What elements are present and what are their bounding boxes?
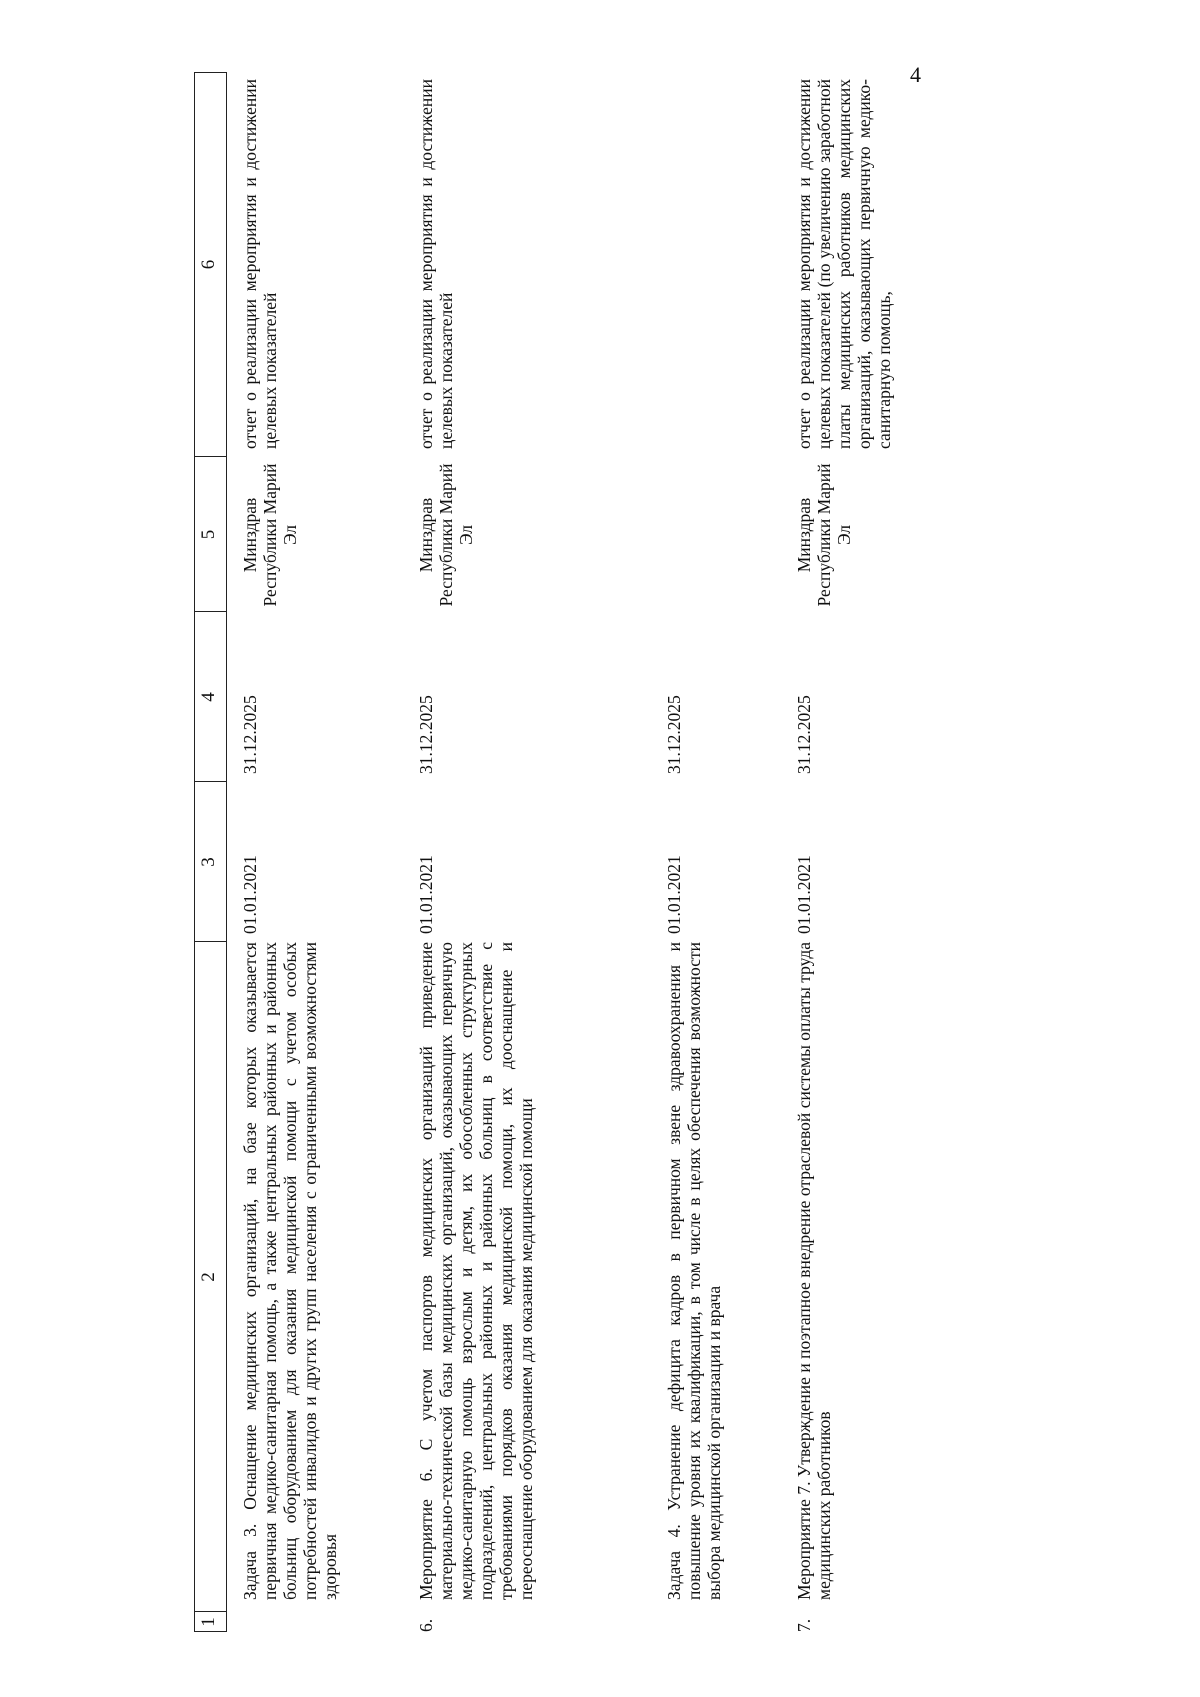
task-3-start: 01.01.2021 [240, 855, 260, 934]
task-4-end: 31.12.2025 [664, 695, 684, 774]
header-col-1: 1 [198, 1617, 219, 1627]
page-number: 4 [910, 62, 921, 87]
row-6-number: 6. [416, 1618, 436, 1632]
header-col-2: 2 [198, 1272, 219, 1282]
measure-7-end: 31.12.2025 [794, 695, 814, 774]
header-top-border [194, 72, 195, 1632]
measure-6-responsible: Минздрав Республики Марий Эл [416, 463, 476, 607]
table-header [194, 72, 226, 1632]
task-4-text: Задача 4. Устранение дефицита кадров в первичном звене здравоохранения и повышение уровня их квалификации, в том числе в целях обеспечения возможности выбора медицинской организации и врача [664, 942, 724, 1600]
header-col-6: 6 [198, 259, 219, 270]
header-bottom-border [226, 72, 227, 1632]
row-7-number: 7. [794, 1618, 814, 1632]
task-3-end: 31.12.2025 [240, 695, 260, 774]
measure-6-end: 31.12.2025 [416, 695, 436, 774]
table-page [194, 72, 1054, 1632]
measure-6-text: Мероприятие 6. С учетом паспортов медицинских организаций приведение материально-технической базы медицинских организаций, оказывающих первичную медико-санитарную помощь взрослым и детям, их обособленных структурных подразделений, центральных районных и районных больниц в соответствие с требованиями порядков оказания медицинской помощи, их дооснащение и переоснащение оборудованием для оказания медицинской помощи [416, 942, 536, 1600]
measure-7-start: 01.01.2021 [794, 855, 814, 934]
task-4-start: 01.01.2021 [664, 855, 684, 934]
measure-7-text: Мероприятие 7. Утверждение и поэтапное внедрение отраслевой системы оплаты труда медицинских работников [794, 942, 834, 1600]
header-col-4: 4 [198, 692, 219, 702]
header-col-5: 5 [198, 529, 219, 540]
header-col-3: 3 [198, 857, 219, 867]
measure-7-result: отчет о реализации мероприятия и достижении целевых показателей (по увеличению заработной платы медицинских работников медицинских организаций, оказывающих первичную медико-санитарную помощь, [794, 79, 894, 449]
measure-6-start: 01.01.2021 [416, 855, 436, 934]
task-3-responsible: Минздрав Республики Марий Эл [240, 463, 300, 607]
task-3-result: отчет о реализации мероприятия и достижении целевых показателей [240, 79, 280, 449]
measure-6-result: отчет о реализации мероприятия и достижении целевых показателей [416, 79, 456, 449]
task-3-text: Задача 3. Оснащение медицинских организаций, на базе которых оказывается первичная медико-санитарная помощь, а также центральных районных и районных больниц оборудованием для оказания медицинской помощи с учетом особых потребностей инвалидов и других групп населения с ограниченными возможностями здоровья [240, 942, 340, 1600]
measure-7-responsible: Минздрав Республики Марий Эл [794, 463, 854, 607]
